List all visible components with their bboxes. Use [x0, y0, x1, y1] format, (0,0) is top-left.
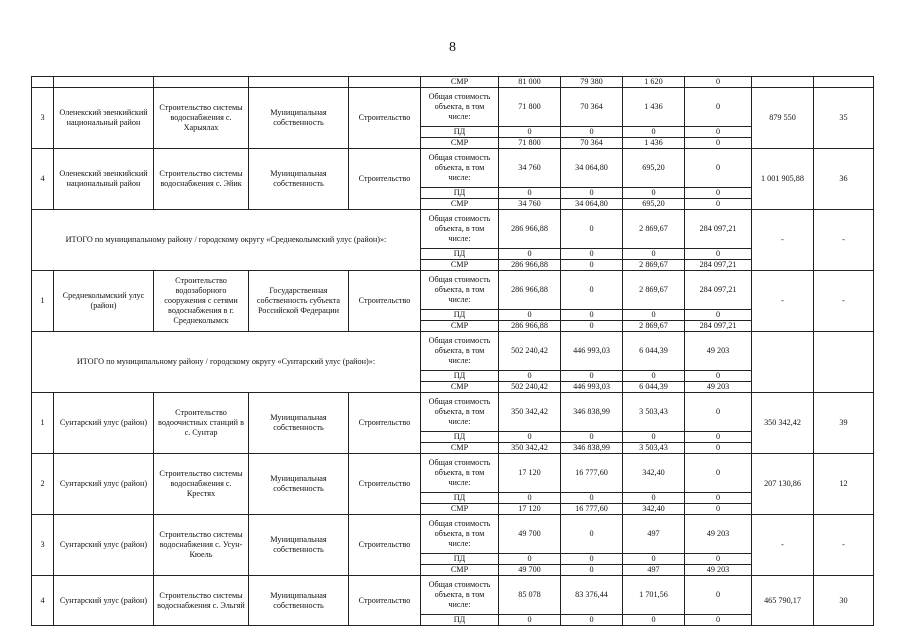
smr-label: СМР: [421, 321, 499, 332]
smr-value-2: 16 777,60: [561, 504, 623, 515]
empty-cell: [32, 77, 54, 88]
pd-value-4: 0: [685, 188, 752, 199]
smr-value-1: 286 966,88: [499, 321, 561, 332]
general-value-4: 0: [685, 88, 752, 127]
pd-label: ПД: [421, 310, 499, 321]
smr-label: СМР: [421, 199, 499, 210]
pd-value-2: 0: [561, 188, 623, 199]
smr-value-3: 6 044,39: [623, 382, 685, 393]
general-value-3: 497: [623, 515, 685, 554]
general-value-3: 2 869,67: [623, 271, 685, 310]
general-cost-label: Общая стоимость объекта, в том числе:: [421, 576, 499, 615]
last-column-value: 30: [814, 576, 874, 626]
ownership: Муниципальная собственность: [249, 393, 349, 454]
work-type: Строительство: [349, 576, 421, 626]
object-name: Строительство системы водоснабжения с. Эльгяй: [154, 576, 249, 626]
smr-value-3: 2 869,67: [623, 321, 685, 332]
extra-amount: [752, 332, 814, 393]
continuation-row: [32, 77, 874, 88]
smr-value-4: 49 203: [685, 565, 752, 576]
row-number: 3: [32, 88, 54, 149]
row-number: 4: [32, 149, 54, 210]
general-value-1: 286 966,88: [499, 271, 561, 310]
row-number: 1: [32, 393, 54, 454]
object-name: Строительство системы водоснабжения с. Усун-Кюель: [154, 515, 249, 576]
ownership: Государственная собственность субъекта Российской Федерации: [249, 271, 349, 332]
extra-amount: -: [752, 271, 814, 332]
general-value-3: 342,40: [623, 454, 685, 493]
total-label: ИТОГО по муниципальному району / городскому округу «Среднеколымский улус (район)»:: [32, 210, 421, 271]
pd-value-4: 0: [685, 432, 752, 443]
smr-value-3: 3 503,43: [623, 443, 685, 454]
object-name: Строительство системы водоснабжения с. Харыялах: [154, 88, 249, 149]
smr-label: СМР: [421, 565, 499, 576]
ownership: Муниципальная собственность: [249, 576, 349, 626]
general-value-2: 0: [561, 271, 623, 310]
pd-value-3: 0: [623, 188, 685, 199]
general-cost-label: Общая стоимость объекта, в том числе:: [421, 454, 499, 493]
pd-value-2: 0: [561, 249, 623, 260]
general-cost-label: Общая стоимость объекта, в том числе:: [421, 332, 499, 371]
smr-value-1: 49 700: [499, 565, 561, 576]
extra-amount: 350 342,42: [752, 393, 814, 454]
smr-label: СМР: [421, 382, 499, 393]
total-row: [32, 210, 874, 249]
pd-value-1: 0: [499, 554, 561, 565]
smr-value-1: 71 800: [499, 138, 561, 149]
investment-table: [31, 76, 874, 626]
smr-value-3: 1 620: [623, 77, 685, 88]
smr-value-1: 286 966,88: [499, 260, 561, 271]
pd-value-2: 0: [561, 493, 623, 504]
general-cost-label: Общая стоимость объекта, в том числе:: [421, 149, 499, 188]
general-cost-label: Общая стоимость объекта, в том числе:: [421, 210, 499, 249]
pd-label: ПД: [421, 371, 499, 382]
smr-label: СМР: [421, 260, 499, 271]
extra-amount: 207 130,86: [752, 454, 814, 515]
work-type: Строительство: [349, 454, 421, 515]
pd-value-4: 0: [685, 249, 752, 260]
pd-value-3: 0: [623, 249, 685, 260]
district-name: Среднеколымский улус (район): [54, 271, 154, 332]
general-cost-label: Общая стоимость объекта, в том числе:: [421, 515, 499, 554]
extra-amount: -: [752, 515, 814, 576]
work-type: Строительство: [349, 149, 421, 210]
last-column-value: -: [814, 515, 874, 576]
smr-value-4: 49 203: [685, 382, 752, 393]
object-row: [32, 271, 874, 310]
smr-value-1: 350 342,42: [499, 443, 561, 454]
object-row: [32, 393, 874, 432]
general-value-4: 49 203: [685, 332, 752, 371]
pd-label: ПД: [421, 249, 499, 260]
smr-value-2: 70 364: [561, 138, 623, 149]
general-value-1: 71 800: [499, 88, 561, 127]
smr-label: СМР: [421, 504, 499, 515]
page-number: 8: [449, 40, 456, 55]
empty-cell: [349, 77, 421, 88]
general-value-3: 2 869,67: [623, 210, 685, 249]
object-name: Строительство системы водоснабжения с. Крестях: [154, 454, 249, 515]
smr-value-3: 342,40: [623, 504, 685, 515]
empty-cell: [814, 77, 874, 88]
smr-value-2: 0: [561, 565, 623, 576]
general-value-3: 3 503,43: [623, 393, 685, 432]
empty-cell: [54, 77, 154, 88]
pd-value-1: 0: [499, 615, 561, 626]
pd-value-2: 0: [561, 371, 623, 382]
row-number: 4: [32, 576, 54, 626]
ownership: Муниципальная собственность: [249, 454, 349, 515]
extra-amount: 1 001 905,88: [752, 149, 814, 210]
ownership: Муниципальная собственность: [249, 515, 349, 576]
smr-label: СМР: [421, 443, 499, 454]
smr-value-3: 695,20: [623, 199, 685, 210]
ownership: Муниципальная собственность: [249, 88, 349, 149]
general-value-2: 83 376,44: [561, 576, 623, 615]
smr-label: СМР: [421, 77, 499, 88]
general-value-1: 49 700: [499, 515, 561, 554]
pd-value-3: 0: [623, 371, 685, 382]
ownership: Муниципальная собственность: [249, 149, 349, 210]
work-type: Строительство: [349, 393, 421, 454]
pd-value-3: 0: [623, 493, 685, 504]
general-value-4: 0: [685, 149, 752, 188]
smr-value-2: 0: [561, 260, 623, 271]
general-value-1: 502 240,42: [499, 332, 561, 371]
smr-value-4: 284 097,21: [685, 260, 752, 271]
general-value-2: 0: [561, 515, 623, 554]
general-value-1: 85 078: [499, 576, 561, 615]
pd-value-2: 0: [561, 127, 623, 138]
pd-label: ПД: [421, 615, 499, 626]
smr-value-1: 17 120: [499, 504, 561, 515]
object-name: Строительство водоочистных станций в с. Сунтар: [154, 393, 249, 454]
general-value-1: 17 120: [499, 454, 561, 493]
pd-value-1: 0: [499, 249, 561, 260]
general-value-3: 1 701,56: [623, 576, 685, 615]
smr-value-4: 0: [685, 77, 752, 88]
general-value-2: 34 064,80: [561, 149, 623, 188]
general-value-2: 446 993,03: [561, 332, 623, 371]
last-column-value: 35: [814, 88, 874, 149]
row-number: 2: [32, 454, 54, 515]
smr-value-1: 502 240,42: [499, 382, 561, 393]
general-value-4: 284 097,21: [685, 271, 752, 310]
general-value-2: 346 838,99: [561, 393, 623, 432]
extra-amount: 879 550: [752, 88, 814, 149]
smr-value-2: 34 064,80: [561, 199, 623, 210]
smr-value-4: 0: [685, 443, 752, 454]
smr-value-4: 0: [685, 504, 752, 515]
general-value-3: 695,20: [623, 149, 685, 188]
general-value-2: 16 777,60: [561, 454, 623, 493]
general-value-1: 34 760: [499, 149, 561, 188]
smr-value-2: 446 993,03: [561, 382, 623, 393]
last-column-value: 39: [814, 393, 874, 454]
smr-value-3: 497: [623, 565, 685, 576]
smr-value-3: 2 869,67: [623, 260, 685, 271]
district-name: Сунтарский улус (район): [54, 393, 154, 454]
pd-value-1: 0: [499, 188, 561, 199]
row-number: 3: [32, 515, 54, 576]
smr-value-2: 346 838,99: [561, 443, 623, 454]
work-type: Строительство: [349, 88, 421, 149]
pd-value-1: 0: [499, 310, 561, 321]
general-cost-label: Общая стоимость объекта, в том числе:: [421, 393, 499, 432]
pd-value-1: 0: [499, 371, 561, 382]
last-column-value: 12: [814, 454, 874, 515]
last-column-value: -: [814, 271, 874, 332]
pd-value-1: 0: [499, 432, 561, 443]
smr-value-2: 0: [561, 321, 623, 332]
object-row: [32, 88, 874, 127]
pd-value-3: 0: [623, 615, 685, 626]
pd-value-4: 0: [685, 493, 752, 504]
pd-value-4: 0: [685, 371, 752, 382]
empty-cell: [752, 77, 814, 88]
district-name: Сунтарский улус (район): [54, 576, 154, 626]
district-name: Сунтарский улус (район): [54, 454, 154, 515]
pd-label: ПД: [421, 188, 499, 199]
general-value-3: 1 436: [623, 88, 685, 127]
object-name: Строительство водозаборного сооружения с сетями водоснабжения в г. Среднеколымск: [154, 271, 249, 332]
smr-value-4: 0: [685, 199, 752, 210]
object-row: [32, 149, 874, 188]
total-label: ИТОГО по муниципальному району / городскому округу «Сунтарский улус (район)»:: [32, 332, 421, 393]
object-row: [32, 576, 874, 615]
general-value-4: 0: [685, 393, 752, 432]
smr-value-1: 34 760: [499, 199, 561, 210]
pd-label: ПД: [421, 432, 499, 443]
smr-label: СМР: [421, 138, 499, 149]
general-value-4: 284 097,21: [685, 210, 752, 249]
general-value-2: 0: [561, 210, 623, 249]
total-row: [32, 332, 874, 371]
work-type: Строительство: [349, 271, 421, 332]
district-name: Оленекский эвенкийский национальный район: [54, 88, 154, 149]
pd-value-2: 0: [561, 554, 623, 565]
last-column-value: [814, 332, 874, 393]
general-cost-label: Общая стоимость объекта, в том числе:: [421, 271, 499, 310]
pd-value-4: 0: [685, 310, 752, 321]
pd-label: ПД: [421, 127, 499, 138]
smr-value-4: 0: [685, 138, 752, 149]
pd-label: ПД: [421, 493, 499, 504]
general-value-4: 49 203: [685, 515, 752, 554]
general-value-1: 286 966,88: [499, 210, 561, 249]
pd-value-1: 0: [499, 493, 561, 504]
smr-value-1: 81 000: [499, 77, 561, 88]
pd-value-3: 0: [623, 432, 685, 443]
extra-amount: -: [752, 210, 814, 271]
pd-value-1: 0: [499, 127, 561, 138]
pd-value-2: 0: [561, 432, 623, 443]
district-name: Сунтарский улус (район): [54, 515, 154, 576]
empty-cell: [154, 77, 249, 88]
pd-value-4: 0: [685, 127, 752, 138]
general-cost-label: Общая стоимость объекта, в том числе:: [421, 88, 499, 127]
district-name: Оленекский эвенкийский национальный район: [54, 149, 154, 210]
pd-value-4: 0: [685, 615, 752, 626]
empty-cell: [249, 77, 349, 88]
pd-value-4: 0: [685, 554, 752, 565]
work-type: Строительство: [349, 515, 421, 576]
extra-amount: 465 790,17: [752, 576, 814, 626]
pd-value-3: 0: [623, 127, 685, 138]
object-name: Строительство системы водоснабжения с. Эйик: [154, 149, 249, 210]
pd-value-3: 0: [623, 310, 685, 321]
last-column-value: 36: [814, 149, 874, 210]
smr-value-3: 1 436: [623, 138, 685, 149]
general-value-3: 6 044,39: [623, 332, 685, 371]
pd-value-2: 0: [561, 310, 623, 321]
object-row: [32, 454, 874, 493]
pd-value-3: 0: [623, 554, 685, 565]
general-value-4: 0: [685, 576, 752, 615]
general-value-2: 70 364: [561, 88, 623, 127]
smr-value-4: 284 097,21: [685, 321, 752, 332]
last-column-value: -: [814, 210, 874, 271]
smr-value-2: 79 380: [561, 77, 623, 88]
row-number: 1: [32, 271, 54, 332]
general-value-1: 350 342,42: [499, 393, 561, 432]
pd-label: ПД: [421, 554, 499, 565]
object-row: [32, 515, 874, 554]
general-value-4: 0: [685, 454, 752, 493]
pd-value-2: 0: [561, 615, 623, 626]
